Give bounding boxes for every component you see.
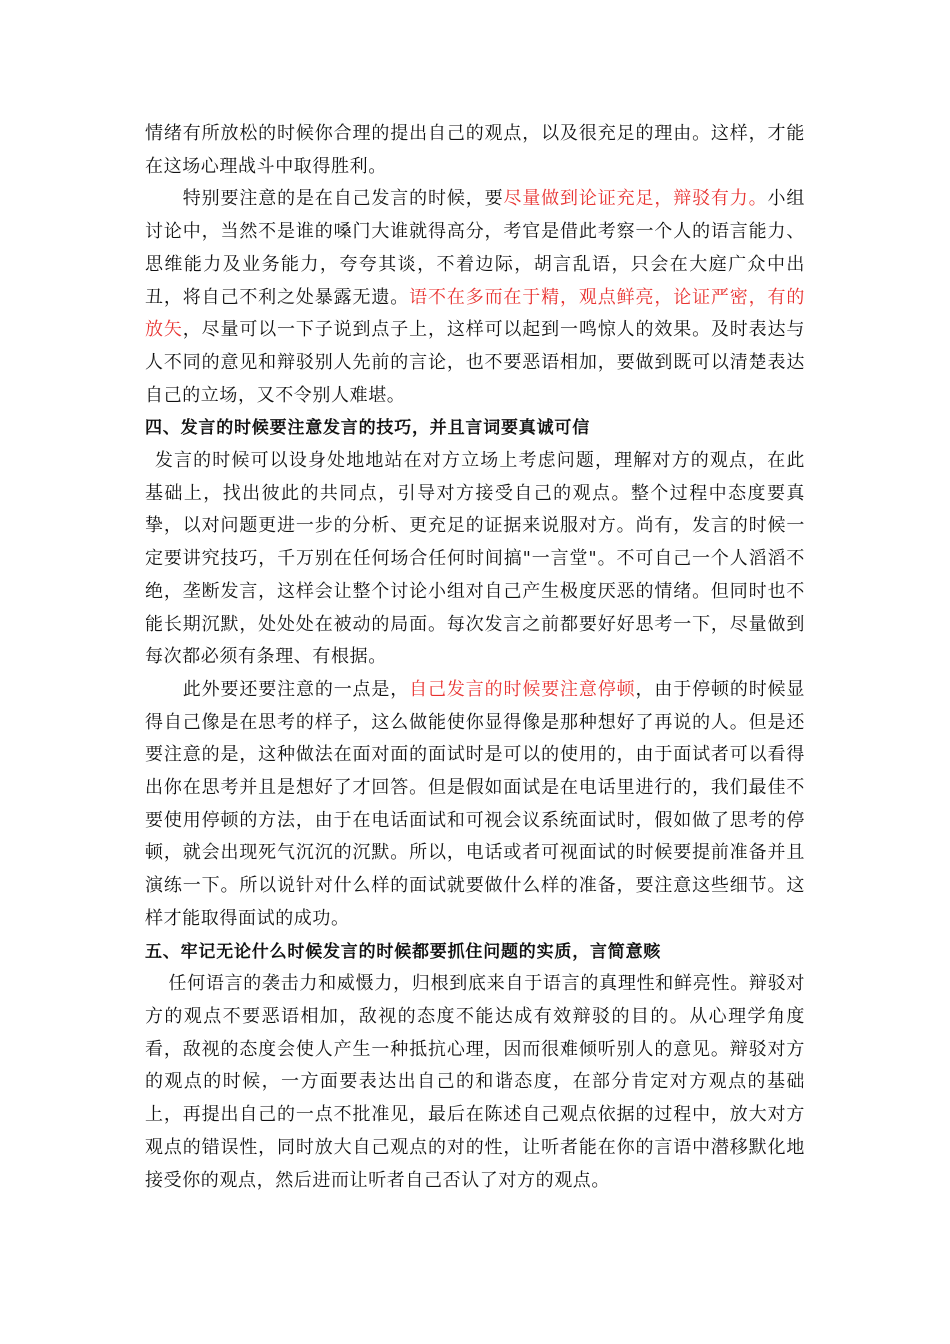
paragraph-rebuttal: 任何语言的袭击力和威慑力，归根到底来自于语言的真理性和鲜亮性。辩驳对方的观点不要恶语相加，敌视的态度不能达成有效辩驳的目的。从心理学角度看，敌视的态度会使人产生一种抵抗心理，因而很难倾听别人的意见。辩驳对方的观点的时候，一方面要表达出自己的和谐态度，在部分肯定对方观点的基础上，再提出自己的一点不批准见，最后在陈述自己观点依据的过程中，放大对方观点的错误性，同时放大自己观点的对的性，让听者能在你的言语中潜移默化地接受你的观点，然后进而让听者自己否认了对方的观点。 xyxy=(145,973,805,1191)
section-heading-4: 四、发言的时候要注意发言的技巧，并且言词要真诚可信 xyxy=(145,418,590,439)
paragraph-speaking-argument xyxy=(145,183,805,412)
highlighted-text: 语不在多而在于精，观点鲜亮，论证严密，有的放矢 xyxy=(145,286,805,341)
paragraph-text: ，由于停顿的时候显得自己像是在思考的样子，这么做能使你显得像是那种想好了再说的人。但是还要注意的是，这种做法在面对面的面试时是可以的使用的，由于面试者可以看得出你在思考并且是想好了才回答。但是假如面试是在电话里进行的，我们最佳不要使用停顿的方法，由于在电话面试和可视会议系统面试时，假如做了思考的停顿，就会出现死气沉沉的沉默。所以，电话或者可视面试的时候要提前准备并且演练一下。所以说针对什么样的面试就要做什么样的准备，要注意这些细节。这样才能取得面试的成功。 xyxy=(145,678,806,929)
paragraph-text: 小组讨论中，当然不是谁的嗓门大谁就得高分，考官是借此考察一个人的语言能力、思维能力及业务能力，夸夸其谈，不着边际，胡言乱语，只会在大庭广众中出丑，将自己不利之处暴露无遗。 xyxy=(145,188,805,308)
section-heading-5: 五、牢记无论什么时候发言的时候都要抓住问题的实质，言简意赅 xyxy=(145,941,662,962)
paragraph-text: 此外要还要注意的一点是， xyxy=(182,678,410,700)
highlighted-text: 尽量做到论证充足，辩驳有力。 xyxy=(503,188,768,210)
paragraph-pause xyxy=(145,674,805,936)
paragraph-text: ，尽量可以一下子说到点子上，这样可以起到一鸣惊人的效果。及时表达与人不同的意见和辩驳别人先前的言论，也不要恶语相加，要做到既可以清楚表达自己的立场，又不令别人难堪。 xyxy=(145,319,806,406)
highlighted-text: 自己发言的时候要注意停顿 xyxy=(409,678,636,700)
paragraph-continuation: 情绪有所放松的时候你合理的提出自己的观点，以及很充足的理由。这样，才能在这场心理战斗中取得胜利。 xyxy=(145,123,805,177)
paragraph-text: 特别要注意的是在自己发言的时候，要 xyxy=(182,188,504,210)
paragraph-speaking-skills: 发言的时候可以设身处地地站在对方立场上考虑问题，理解对方的观点，在此基础上，找出彼此的共同点，引导对方接受自己的观点。整个过程中态度要真挚，以对问题更进一步的分析、更充足的证据来说服对方。尚有，发言的时候一定要讲究技巧，千万别在任何场合任何时间搞"一言堂"。不可自己一个人滔滔不绝，垄断发言，这样会让整个讨论小组对自己产生极度厌恶的情绪。但同时也不能长期沉默，处处处在被动的局面。每次发言之前都要好好思考一下，尽量做到每次都必须有条理、有根据。 xyxy=(145,450,805,668)
document-body xyxy=(145,118,805,1197)
